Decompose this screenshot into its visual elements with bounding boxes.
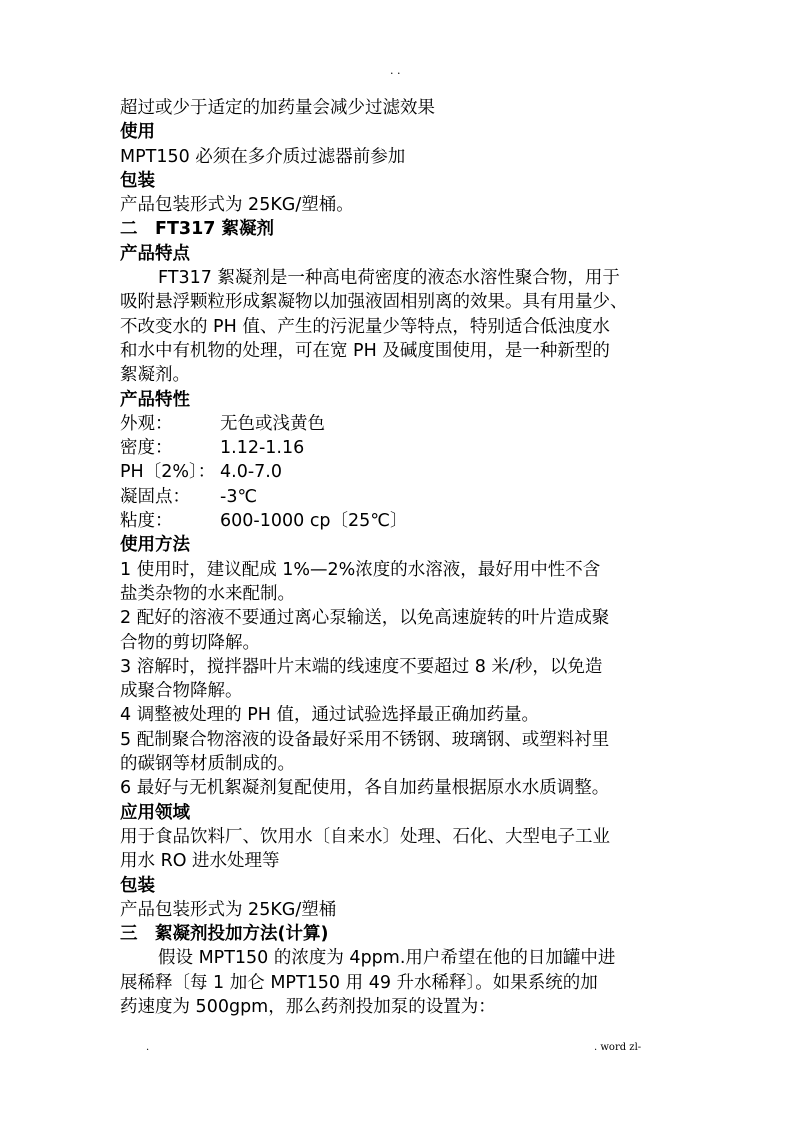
paragraph-line: 絮凝剂。 xyxy=(120,365,190,386)
section-heading-packaging-2: 包装 xyxy=(120,875,155,896)
section-heading-usage: 使用方法 xyxy=(120,535,190,556)
chapter-heading-ft317: 二 FT317 絮凝剂 xyxy=(120,219,275,240)
paragraph-line: 药速度为 500gpm，那么药剂投加泵的设置为： xyxy=(120,996,496,1017)
paragraph-line: FT317 絮凝剂是一种高电荷密度的液态水溶性聚合物，用于 xyxy=(158,268,620,289)
section-heading-application: 应用领域 xyxy=(120,802,190,823)
property-label: 凝固点： xyxy=(120,486,190,507)
paragraph-line: 4 调整被处理的 PH 值，通过试验选择最正确加药量。 xyxy=(120,705,540,726)
paragraph-line: 2 配好的溶液不要通过离心泵输送，以免高速旋转的叶片造成聚 xyxy=(120,608,610,629)
paragraph-line: 成聚合物降解。 xyxy=(120,681,243,702)
paragraph-line: 3 溶解时，搅拌器叶片末端的线速度不要超过 8 米/秒，以免造 xyxy=(120,656,603,677)
paragraph-line: 吸附悬浮颗粒形成絮凝物以加强液固相别离的效果。具有用量少、 xyxy=(120,292,628,313)
property-value: 1.12-1.16 xyxy=(220,438,305,459)
chapter-heading-calculation: 三 絮凝剂投加方法(计算) xyxy=(120,924,329,945)
property-value: 4.0-7.0 xyxy=(220,462,282,483)
paragraph-line: MPT150 必须在多介质过滤器前参加 xyxy=(120,146,406,167)
paragraph-line: 展稀释〔每 1 加仑 MPT150 用 49 升水稀释〕。如果系统的加 xyxy=(120,972,598,993)
document-body xyxy=(120,96,685,1019)
paragraph-line: 产品包装形式为 25KG/塑桶 xyxy=(120,899,337,920)
paragraph-line: 1 使用时，建议配成 1%—2%浓度的水溶液，最好用中性不含 xyxy=(120,559,601,580)
property-row xyxy=(120,509,685,533)
paragraph-line: 6 最好与无机絮凝剂复配使用，各自加药量根据原水水质调整。 xyxy=(120,778,610,799)
property-row xyxy=(120,485,685,509)
property-value: -3℃ xyxy=(220,486,258,507)
property-row xyxy=(120,436,685,460)
property-value: 无色或浅黄色 xyxy=(220,413,325,434)
section-heading-features: 产品特点 xyxy=(120,243,190,264)
property-value: 600-1000 cp〔25℃〕 xyxy=(220,511,408,532)
paragraph-line: 假设 MPT150 的浓度为 4ppm.用户希望在他的日加罐中进 xyxy=(158,948,616,969)
paragraph-line: 5 配制聚合物溶液的设备最好采用不锈钢、玻璃钢、或塑料衬里 xyxy=(120,729,610,750)
paragraph-line: 产品包装形式为 25KG/塑桶。 xyxy=(120,195,354,216)
paragraph-line: 合物的剪切降解。 xyxy=(120,632,260,653)
property-label: PH〔2%〕： xyxy=(120,462,216,483)
section-heading-packaging: 包装 xyxy=(120,170,155,191)
paragraph-line: 的碳钢等材质制成的。 xyxy=(120,754,295,775)
property-label: 外观： xyxy=(120,413,173,434)
header-mark: . . xyxy=(390,64,401,77)
paragraph-line: 超过或少于适定的加药量会减少过滤效果 xyxy=(120,98,435,118)
paragraph-line: 不改变水的 PH 值、产生的污泥量少等特点，特别适合低浊度水 xyxy=(120,316,610,337)
property-label: 粘度： xyxy=(120,511,173,532)
paragraph-line: 用于食品饮料厂、饮用水〔自来水〕处理、石化、大型电子工业 xyxy=(120,826,610,847)
paragraph-line: 盐类杂物的水来配制。 xyxy=(120,583,295,604)
paragraph-line: 和水中有机物的处理，可在宽 PH 及碱度围使用，是一种新型的 xyxy=(120,340,610,361)
footer-right-mark: . word zl- xyxy=(594,1042,642,1053)
property-row xyxy=(120,412,685,436)
footer-left-mark: . xyxy=(146,1042,150,1053)
property-row xyxy=(120,460,685,484)
paragraph-line: 用水 RO 进水处理等 xyxy=(120,851,280,872)
property-label: 密度： xyxy=(120,438,173,459)
section-heading-use: 使用 xyxy=(120,122,155,143)
section-heading-properties: 产品特性 xyxy=(120,389,190,410)
